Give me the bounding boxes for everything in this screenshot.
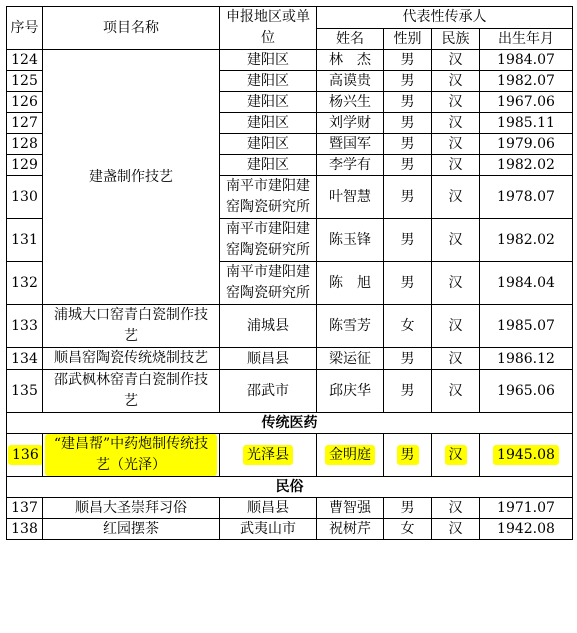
highlight-gender: 男: [397, 445, 419, 465]
cell-ethnicity: 汉: [432, 176, 480, 219]
section-row-folk: [7, 477, 573, 498]
header-name: 姓名: [317, 28, 384, 50]
cell-ethnicity: 汉: [432, 155, 480, 176]
cell-gender: [384, 434, 432, 477]
cell-seq: 133: [7, 305, 43, 348]
table-row: [7, 498, 573, 519]
section-row-medicine: [7, 413, 573, 434]
cell-region: 建阳区: [220, 155, 317, 176]
cell-project: [43, 434, 220, 477]
table-row: [7, 50, 573, 71]
cell-birth: 1978.07: [480, 176, 573, 219]
cell-seq: 134: [7, 348, 43, 370]
highlight-project: “建昌帮”中药炮制传统技艺（光泽）: [45, 434, 217, 476]
cell-name: 邱庆华: [317, 370, 384, 413]
cell-project: 邵武枫林窑青白瓷制作技艺: [43, 370, 220, 413]
cell-region: 邵武市: [220, 370, 317, 413]
cell-birth: 1986.12: [480, 348, 573, 370]
highlight-region: 光泽县: [243, 445, 293, 465]
cell-ethnicity: 汉: [432, 305, 480, 348]
cell-birth: 1982.07: [480, 71, 573, 92]
cell-birth: 1982.02: [480, 155, 573, 176]
cell-birth: 1984.04: [480, 262, 573, 305]
cell-region: [220, 434, 317, 477]
cell-region: 南平市建阳建窑陶瓷研究所: [220, 262, 317, 305]
cell-gender: 男: [384, 71, 432, 92]
cell-seq: 125: [7, 71, 43, 92]
cell-gender: 男: [384, 92, 432, 113]
cell-birth: 1982.02: [480, 219, 573, 262]
cell-gender: 男: [384, 134, 432, 155]
cell-birth: 1967.06: [480, 92, 573, 113]
cell-gender: 男: [384, 370, 432, 413]
cell-name: 杨兴生: [317, 92, 384, 113]
cell-name: 陈雪芳: [317, 305, 384, 348]
section-title-folk: 民俗: [7, 477, 573, 498]
header-inheritors: 代表性传承人: [317, 7, 573, 29]
header-region: 申报地区或单位: [220, 7, 317, 50]
table-row: [7, 370, 573, 413]
table-row: [7, 348, 573, 370]
cell-name: [317, 434, 384, 477]
cell-ethnicity: [432, 434, 480, 477]
cell-region: 武夷山市: [220, 519, 317, 540]
cell-name: 刘学财: [317, 113, 384, 134]
cell-region: 顺昌县: [220, 348, 317, 370]
highlight-seq: 136: [8, 445, 43, 465]
cell-name: 陈 旭: [317, 262, 384, 305]
header-row-1: [7, 7, 573, 29]
cell-seq: 135: [7, 370, 43, 413]
cell-gender: 女: [384, 519, 432, 540]
cell-gender: 男: [384, 348, 432, 370]
cell-project: 红园摆茶: [43, 519, 220, 540]
cell-birth: 1965.06: [480, 370, 573, 413]
highlight-birth: 1945.08: [493, 445, 559, 465]
cell-seq: 124: [7, 50, 43, 71]
cell-ethnicity: 汉: [432, 262, 480, 305]
cell-birth: 1942.08: [480, 519, 573, 540]
cell-seq: 137: [7, 498, 43, 519]
cell-region: 南平市建阳建窑陶瓷研究所: [220, 219, 317, 262]
cell-ethnicity: 汉: [432, 50, 480, 71]
section-title-medicine: 传统医药: [7, 413, 573, 434]
table-row-highlighted: [7, 434, 573, 477]
header-gender: 性别: [384, 28, 432, 50]
cell-birth: 1985.11: [480, 113, 573, 134]
inheritor-table-wrapper: [6, 6, 573, 540]
cell-gender: 女: [384, 305, 432, 348]
cell-project: 建盏制作技艺: [43, 50, 220, 305]
inheritor-table: [6, 6, 573, 540]
cell-name: 暨国军: [317, 134, 384, 155]
cell-ethnicity: 汉: [432, 370, 480, 413]
cell-name: 高谟贵: [317, 71, 384, 92]
cell-project: 顺昌大圣崇拜习俗: [43, 498, 220, 519]
cell-gender: 男: [384, 219, 432, 262]
cell-gender: 男: [384, 50, 432, 71]
header-ethnicity: 民族: [432, 28, 480, 50]
cell-gender: 男: [384, 498, 432, 519]
header-birth: 出生年月: [480, 28, 573, 50]
cell-ethnicity: 汉: [432, 519, 480, 540]
cell-name: 祝树芹: [317, 519, 384, 540]
cell-region: 建阳区: [220, 134, 317, 155]
cell-name: 李学有: [317, 155, 384, 176]
cell-birth: [480, 434, 573, 477]
cell-seq: 138: [7, 519, 43, 540]
cell-seq: 128: [7, 134, 43, 155]
cell-region: 建阳区: [220, 71, 317, 92]
highlight-ethnicity: 汉: [445, 445, 467, 465]
cell-birth: 1984.07: [480, 50, 573, 71]
cell-gender: 男: [384, 155, 432, 176]
cell-ethnicity: 汉: [432, 219, 480, 262]
cell-gender: 男: [384, 113, 432, 134]
cell-name: 叶智慧: [317, 176, 384, 219]
cell-seq: 127: [7, 113, 43, 134]
cell-name: 林 杰: [317, 50, 384, 71]
cell-seq: 130: [7, 176, 43, 219]
cell-ethnicity: 汉: [432, 498, 480, 519]
table-row: [7, 519, 573, 540]
cell-name: 梁运征: [317, 348, 384, 370]
cell-seq: 129: [7, 155, 43, 176]
cell-name: 曹智强: [317, 498, 384, 519]
cell-region: 南平市建阳建窑陶瓷研究所: [220, 176, 317, 219]
cell-ethnicity: 汉: [432, 348, 480, 370]
cell-seq: [7, 434, 43, 477]
cell-gender: 男: [384, 176, 432, 219]
cell-gender: 男: [384, 262, 432, 305]
cell-region: 顺昌县: [220, 498, 317, 519]
cell-seq: 132: [7, 262, 43, 305]
cell-region: 建阳区: [220, 50, 317, 71]
cell-region: 建阳区: [220, 92, 317, 113]
highlight-name: 金明庭: [325, 445, 375, 465]
cell-region: 建阳区: [220, 113, 317, 134]
cell-ethnicity: 汉: [432, 71, 480, 92]
cell-ethnicity: 汉: [432, 92, 480, 113]
cell-birth: 1971.07: [480, 498, 573, 519]
cell-project: 顺昌窑陶瓷传统烧制技艺: [43, 348, 220, 370]
header-project: 项目名称: [43, 7, 220, 50]
cell-seq: 126: [7, 92, 43, 113]
cell-birth: 1979.06: [480, 134, 573, 155]
cell-birth: 1985.07: [480, 305, 573, 348]
cell-region: 浦城县: [220, 305, 317, 348]
cell-name: 陈玉锋: [317, 219, 384, 262]
cell-seq: 131: [7, 219, 43, 262]
cell-project: 浦城大口窑青白瓷制作技艺: [43, 305, 220, 348]
header-seq: 序号: [7, 7, 43, 50]
cell-ethnicity: 汉: [432, 113, 480, 134]
table-row: [7, 305, 573, 348]
cell-ethnicity: 汉: [432, 134, 480, 155]
